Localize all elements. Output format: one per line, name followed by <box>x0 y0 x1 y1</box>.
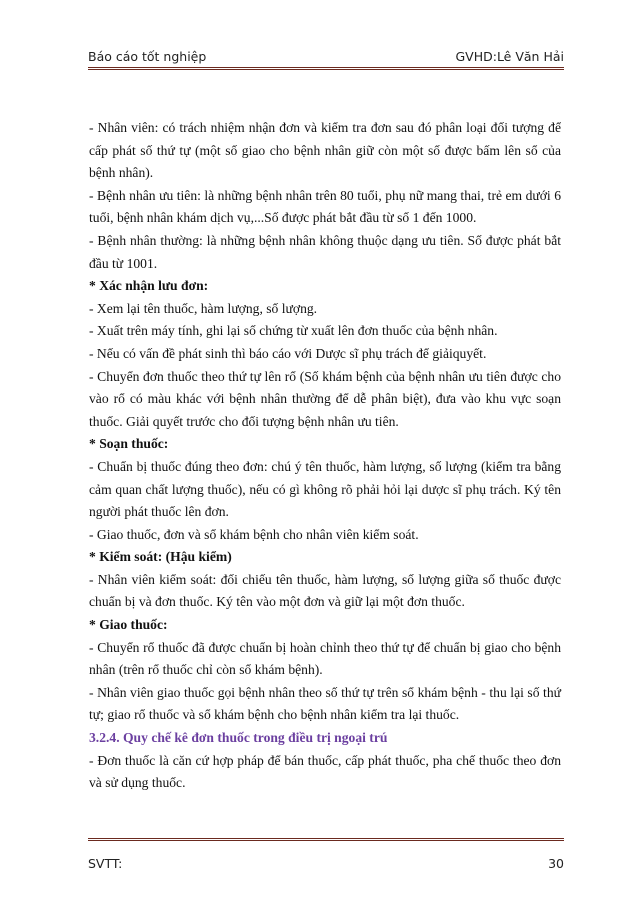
section-heading: 3.2.4. Quy chế kê đơn thuốc trong điều trị ngoại trú <box>89 730 388 746</box>
document-body <box>89 117 561 795</box>
page-header <box>88 38 564 70</box>
footer-student-label: SVTT: <box>88 856 123 871</box>
page-footer <box>88 838 564 871</box>
heading-prepare-medicine: * Soạn thuốc: <box>89 436 169 452</box>
list-item: - Nhân viên kiểm soát: đối chiếu tên thuốc, hàm lượng, số lượng giữa số thuốc được chuẩn bị và đơn thuốc. Ký tên vào một đơn và giữ lại một đơn thuốc. <box>89 571 561 610</box>
paragraph-staff-duty: - Nhân viên: có trách nhiệm nhận đơn và kiểm tra đơn sau đó phân loại đối tượng để cấp phát số thứ tự (một số giao cho bệnh nhân giữ còn một số được bấm lên sổ của bệnh nhân). <box>89 120 561 181</box>
list-item: - Xuất trên máy tính, ghi lại số chứng từ xuất lên đơn thuốc của bệnh nhân. <box>89 323 498 339</box>
list-item: - Chuẩn bị thuốc đúng theo đơn: chú ý tên thuốc, hàm lượng, số lượng (kiểm tra bằng cảm quan chất lượng thuốc), nếu có gì không rõ phải hỏi lại dược sĩ phụ trách. Ký tên người phát thuốc lên đơn. <box>89 458 561 520</box>
heading-deliver-medicine: * Giao thuốc: <box>89 617 168 633</box>
list-item: - Nếu có vấn đề phát sinh thì báo cáo với Dược sĩ phụ trách để giảiquyết. <box>89 345 487 361</box>
header-title: Báo cáo tốt nghiệp <box>88 49 207 64</box>
heading-confirm-order: * Xác nhận lưu đơn: <box>89 278 209 294</box>
list-item: - Nhân viên giao thuốc gọi bệnh nhân theo số thứ tự trên sổ khám bệnh - thu lại số thứ tự; giao rổ thuốc và sổ khám bệnh cho bệnh nhân kiểm tra lại thuốc. <box>89 684 561 723</box>
paragraph-regular-patients: - Bệnh nhân thường: là những bệnh nhân không thuộc dạng ưu tiên. Số được phát bắt đầu từ 1001. <box>89 232 561 271</box>
list-item: - Giao thuốc, đơn và sổ khám bệnh cho nhân viên kiểm soát. <box>89 526 419 542</box>
heading-control: * Kiểm soát: (Hậu kiểm) <box>89 549 232 565</box>
page-number: 30 <box>548 856 564 871</box>
paragraph-priority-patients: - Bệnh nhân ưu tiên: là những bệnh nhân trên 80 tuổi, phụ nữ mang thai, trẻ em dưới 6 tuổi, bệnh nhân khám dịch vụ,...Số được phát bắt đầu từ số 1 đến 1000. <box>89 187 561 226</box>
list-item: - Chuyển rổ thuốc đã được chuẩn bị hoàn chỉnh theo thứ tự để chuẩn bị giao cho bệnh nhân (trên rổ thuốc chỉ còn sổ khám bệnh). <box>89 639 561 678</box>
list-item: - Xem lại tên thuốc, hàm lượng, số lượng. <box>89 300 318 316</box>
list-item: - Chuyển đơn thuốc theo thứ tự lên rổ (Số khám bệnh của bệnh nhân ưu tiên được cho vào rổ có màu khác với bệnh nhân thường để dễ phân biệt), đưa vào khu vực soạn thuốc. Giải quyết trước cho đối tượng bệnh nhân ưu tiên. <box>89 368 561 429</box>
header-advisor: GVHD:Lê Văn Hải <box>455 49 564 64</box>
list-item: - Đơn thuốc là căn cứ hợp pháp để bán thuốc, cấp phát thuốc, pha chế thuốc theo đơn và sử dụng thuốc. <box>89 752 561 791</box>
